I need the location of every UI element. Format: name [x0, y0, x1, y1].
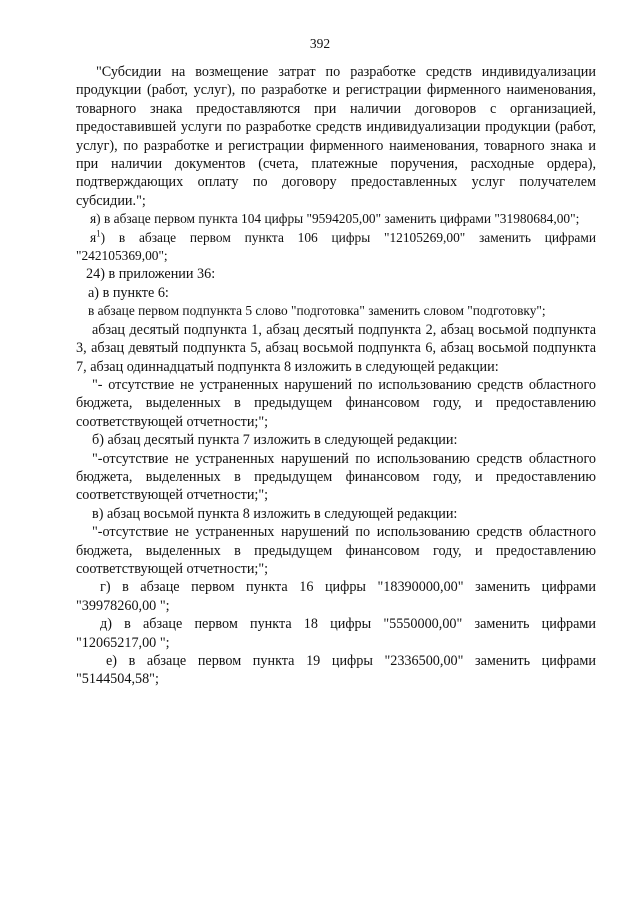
paragraph-appendix-36: 24) в приложении 36: [86, 266, 216, 283]
paragraph-quote-1: "- отсутствие не устраненных нарушений по использованию средств областного бюджета, выделенных в предыдущем финансовом году, и предоставлению соответствующей отчетности;"; [76, 376, 596, 430]
paragraph-abzac-list: абзац десятый подпункта 1, абзац десятый подпункта 2, абзац восьмой подпункта 3, абзац девятый подпункта 5, абзац восьмой подпункта 6, абзац восьмой подпункта 7, абзац одиннадцатый подпункта 8 изложить в следующей редакции: [76, 321, 596, 375]
paragraph-amendment-ya1 [76, 229, 596, 266]
paragraph-item-7: б) абзац десятый пункта 7 изложить в следующей редакции: [92, 432, 458, 449]
document-body [76, 63, 596, 689]
page-number: 392 [309, 36, 331, 51]
paragraph-amendment-ya: я) в абзаце первом пункта 104 цифры "9594205,00" заменить цифрами "31980684,00"; [90, 211, 580, 227]
amendment-ya1-letter: я [90, 229, 97, 245]
paragraph-quote-3: "-отсутствие не устраненных нарушений по использованию средств областного бюджета, выделенных в предыдущем финансовом году, и предоставлению соответствующей отчетности;"; [76, 524, 596, 577]
paragraph-item-6: а) в пункте 6: [88, 284, 169, 301]
paragraph-quote-2: "-отсутствие не устраненных нарушений по использованию средств областного бюджета, выделенных в предыдущем финансовом году, и предоставлению соответствующей отчетности;"; [76, 450, 596, 504]
paragraph-subsidy-conditions: "Субсидии на возмещение затрат по разработке средств индивидуализации продукции (работ, услуг), по разработке и регистрации фирменного наименования, товарного знака предоставляются при наличии договоров с организацией, предоставившей услуги по разработке средств индивидуализации продукции (работ, услуг), по разработке и регистрации фирменного наименования, товарного знака и при наличии документов (счета, платежные поручения, расходные ордера), подтверждающих оплату по договору предоставленных услуг получателем субсидии."; [76, 64, 596, 209]
amendment-ya1-text: ) в абзаце первом пункта 106 цифры "12105269,00" заменить цифрами "242105369,00"; [76, 229, 596, 264]
paragraph-amendment-d: д) в абзаце первом пункта 18 цифры "5550000,00" заменить цифрами "12065217,00 "; [76, 616, 596, 651]
paragraph-subitem-5-word: в абзаце первом подпункта 5 слово "подготовка" заменить словом "подготовку"; [88, 303, 546, 319]
paragraph-item-8: в) абзац восьмой пункта 8 изложить в следующей редакции: [92, 505, 458, 522]
paragraph-amendment-g: г) в абзаце первом пункта 16 цифры "18390000,00" заменить цифрами "39978260,00 "; [76, 579, 596, 614]
amendment-ya1-superscript: 1 [96, 228, 101, 239]
paragraph-amendment-e: е) в абзаце первом пункта 19 цифры "2336500,00" заменить цифрами "5144504,58"; [76, 653, 596, 688]
